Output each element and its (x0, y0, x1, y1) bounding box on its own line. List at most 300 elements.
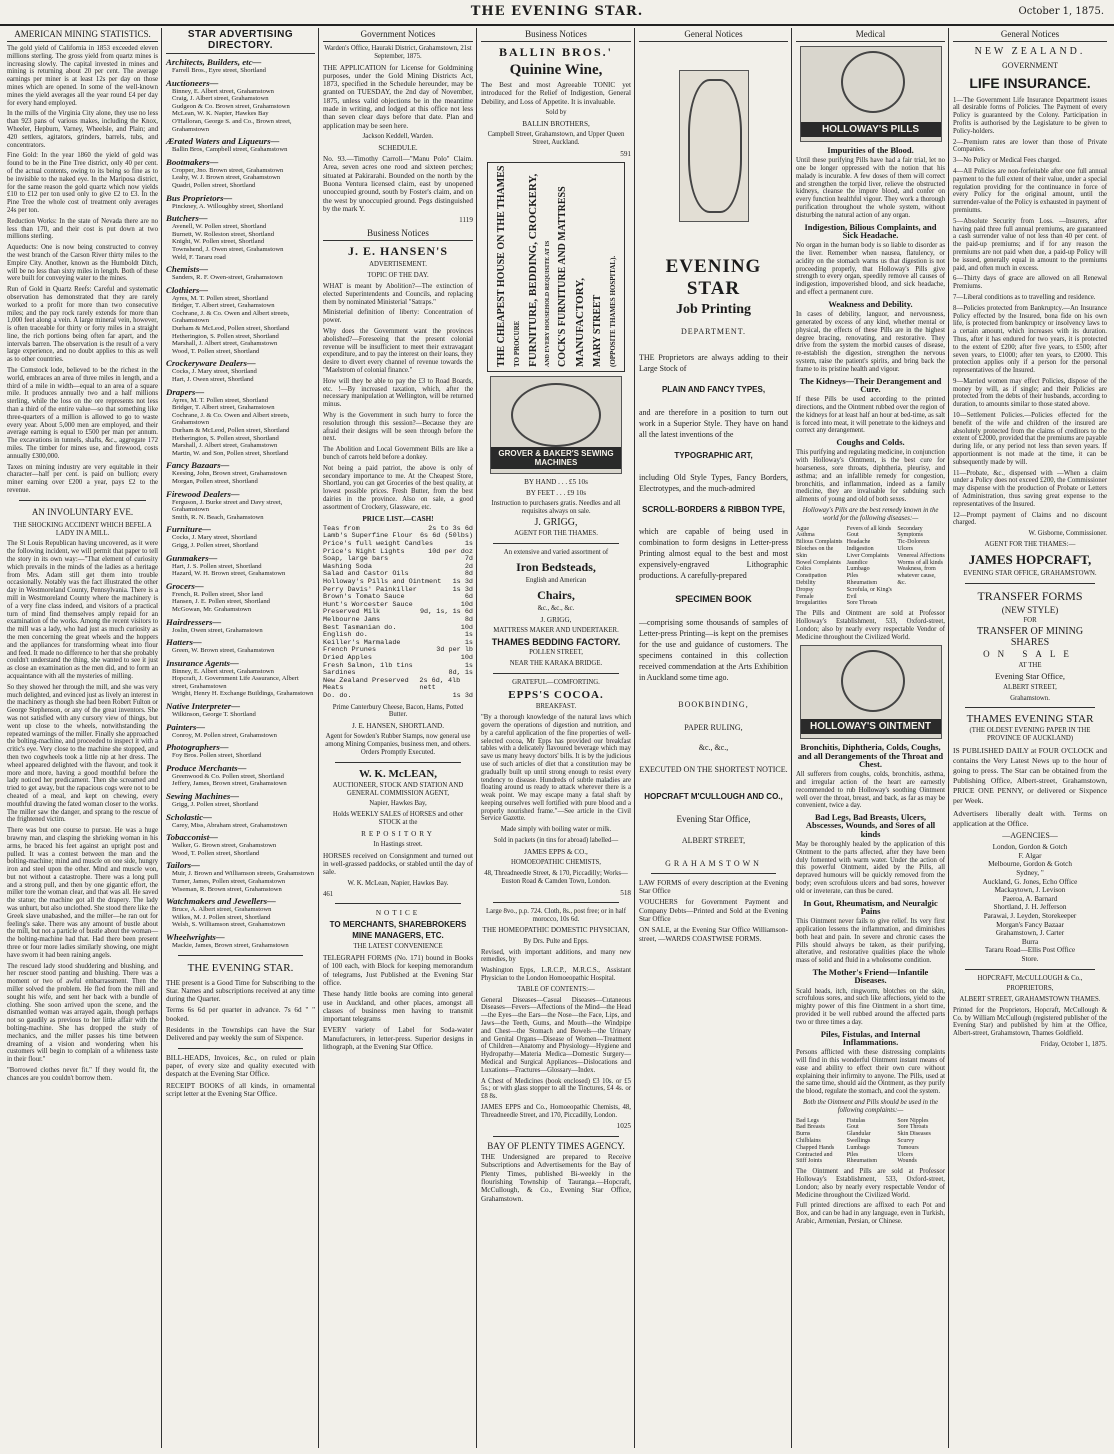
grigg-agent: AGENT FOR THE THAMES. (514, 530, 598, 538)
government: GOVERNMENT (1002, 61, 1058, 71)
agent-entry: Burra (1021, 937, 1039, 946)
which-text: which are capable of being used in combination to form designs in Letter-press Printing almost equal to the best and most expensively-engraved Lithographic productions. A carefully-prepared (639, 527, 788, 581)
coughs-heading: Coughs and Colds. (836, 437, 905, 448)
grigg-name-2: J. GRIGG, (540, 615, 572, 624)
column-business-notices (478, 28, 635, 1448)
price-item: Holloway's Pills and Ointment (323, 578, 442, 586)
oldest-paper: (THE OLDEST EVENING PAPER IN THE PROVINCE OF AUCKLAND) (969, 727, 1091, 743)
insurance-item: 12—Prompt payment of Claims and no discount charged. (953, 511, 1107, 527)
price-value: 1s (464, 638, 473, 647)
price-value: 8d (464, 570, 473, 579)
directory-category: Gunmakers— (166, 552, 218, 563)
directory-entry: Bridger, T. Albert street, Grahamstown (172, 302, 275, 310)
divider (178, 1048, 303, 1049)
directions: Full printed directions are affixed to each Pot and Box, and can be had in any language, even in Turkish, Arabic, Armenian, Persian, or Chinese. (796, 1202, 945, 1225)
subscription-terms: Terms 6s 6d per quarter in advance. 7s 6d " " booked. (166, 1006, 315, 1023)
star-office: Evening Star Office, (995, 671, 1065, 682)
directory-category: Firewood Dealers— (166, 488, 240, 499)
agent-entry: Shortland, J. H. Jefferson (993, 903, 1067, 912)
directory-entry: Ballin Bros, Campbell street, Grahamstown (172, 146, 288, 154)
sold-at: The Pills and Ointment are sold at Professor Holloway's Establishment, 533, Oxford-street, London; also by nearly every respectable Vendor of Medicine throughout the Civilized World. (796, 610, 945, 641)
iron-bedsteads: Iron Bedsteads, (516, 559, 596, 574)
james-epps-number: 1025 (616, 1122, 631, 1131)
directory-entry: Cochrane, J. & Co. Owen and Albert streets, Grahamstown (172, 309, 290, 325)
cocks-furniture-ad (487, 162, 625, 372)
directory-entry: Bruce, A. Albert street, Grahamstown (172, 906, 272, 914)
directory-entry: Wilkinson, George T. Shortland (172, 711, 256, 719)
commissioner: W. Gisborne, Commissioner. (1028, 530, 1107, 538)
article-body-2 (7, 540, 158, 1082)
directory-category: Architects, Builders, etc— (166, 57, 262, 67)
friday-date: Friday, October 1, 1875. (1040, 1041, 1107, 1049)
price-value: 7d (464, 555, 473, 564)
impurities-text: Until these purifying Pills have had a fair trial, let no one be longer oppressed with the notion that his malady is incurable. A few doses of them will correct and strengthen the torpid liver, relieve the obstructed kidneys, cleanse the impure blood, and confer on every function healthful vigour. They work a thorough purification throughout the whole system, without disturbing the natural action of any organ. (796, 157, 945, 219)
homeopathic-physician: THE HOMEOPATHIC DOMESTIC PHYSICIAN, (482, 926, 630, 935)
directory-category: Scholastic— (166, 811, 212, 822)
grigg-name: J. GRIGG, (534, 517, 578, 529)
sewing-machines-label: GROVER & BAKER'S SEWING MACHINES (491, 447, 621, 469)
directory-entry: Pinckney, A. Willoughby street, Shortland (172, 202, 284, 210)
directory-entry: Hart, J. S. Pollen street, Shortland (172, 562, 262, 570)
directory-entry: Morgan, Pollen street, Shortland (172, 477, 258, 485)
section-heading: Business Notices (481, 28, 631, 42)
executed-notice: EXECUTED ON THE SHORTEST NOTICE. (639, 765, 788, 775)
ailment-item: Wounds (897, 1158, 917, 1165)
directory-entry: Hansen, J. E. Pollen street, Shortland (172, 598, 270, 606)
paragraph: Fine Gold: In the year 1860 the yield of gold was found to be in the Pine Tree district, only 40 per cent. of the actual contents, owing to its being so fine as to be invisible to the naked eye. In the Mariposa district, for the same reason the gold quartz which now yields £10 to £12 per ton used only to give £2 to £3. In the Pine Tree the whole cost of treatment only averages 24s per ton. (7, 152, 158, 214)
divider (965, 707, 1095, 708)
paragraph: How will they be able to pay the £3 to Road Boards, etc. !—By increased taxation, which, after the necessary manipulation at Wellington, will be returned minus. (323, 377, 473, 409)
directory-entry: Farrell Bros., Eyre street, Shortland (172, 67, 266, 74)
james-hopcraft: JAMES HOPCRAFT, (968, 551, 1092, 567)
divider (493, 1136, 619, 1137)
english-american: English and American (525, 576, 587, 584)
paragraph: Taxes on mining industry are very equitable in their character—half per cent. is paid on bullion; every miner earning over £200 a year, pays £2 to the revenue. (7, 463, 158, 495)
price-item: Preserved Milk (323, 608, 381, 617)
paragraph: Run of Gold in Quartz Reefs: Careful and systematic observation has demonstrated that they are rarely worked to a profit for more than two consecutive miles; and the pay rock rarely extends for more than 1,000 feet along a vein. A large mineral vein, however, is often traceable for thirty or forty miles in a straight line, the rich portions being often far apart, and the intervals barren. The observation is the result of a very large experience, and no doubt applies to this as well as to other countries. (7, 286, 158, 364)
price-item: Melbourne Jams (323, 615, 381, 624)
vertical-ad-line: THE CHEAPEST HOUSE ON THE THAMES (495, 165, 507, 367)
hastings-street: In Hastings street. (373, 841, 423, 849)
on-sale-forms: ON SALE, at the Evening Star Office Williamson-street, —WARDS COASTWISE FORMS. (639, 926, 788, 943)
directory-entry: Wilkes, M. J. Pollen street, Shortland (172, 913, 271, 921)
insurance-items (953, 97, 1107, 528)
instruction-line: Instruction to purchasers gratis. Needles and all requisites always on sale. (491, 500, 621, 516)
price-value: 6s 6d (50lbs) (419, 532, 473, 541)
ailment-item: Ulcers (897, 1151, 913, 1158)
directory-entry: Foy Bros. Pollen street, Shortland (172, 752, 262, 760)
directory-entry: Welsh, S. Williamson street, Grahamstown (172, 921, 286, 929)
paragraph: The St Louis Republican having uncovered, as it were the following incident, we will permit that paper to tell the story in its own way:—"That element of curiosity which prevails in the minds of the ladies as a heritage from Mrs. Adam still get them into trouble occasionally. Notably was the fact illustrated the other day in Westmoreland County, Pennsylvania. There is a mill in Westmoreland County where the machinery is of a very fine class indeed, and visitors of a practical turn of mind find themselves amply repaid for an examination of the works. Among the recent visitors to the mill was a lady, who had just as much curiosity as the men concerning the great wheels and the hoppers and the appliances for transforming wheat into flour and feed. It made no difference to her that she probably couldn't understand the thing, she wanted to see it just as close an examination as the men did, and to form an acquaintance with all the mysteries of milling. (7, 540, 158, 680)
directory-category: Tobacconist— (166, 832, 218, 843)
ailment-item: Contracted and Stiff Joints (796, 1151, 833, 1165)
epps-number: 518 (620, 888, 631, 897)
ailment-item: Sore Throats (846, 600, 878, 607)
impurities-heading: Impurities of the Blood. (827, 145, 914, 155)
price-item: Fresh Salmon, 1lb tins (323, 661, 413, 670)
contents-title: TABLE OF CONTENTS:— (517, 985, 595, 993)
handy-books: These handy little books are coming into general use in Auckland, and other places, amongst all classes of business men having to transmit important telegrams (323, 990, 473, 1024)
directory-entry: Townshend, J. Owen street, Grahamstown (172, 245, 284, 253)
price-value: 10d per doz (428, 547, 473, 556)
directory-entry: Marshall, J. Albert street, Grahamstown (172, 340, 278, 348)
section-heading-2: Business Notices (323, 227, 473, 241)
published-notice: IS PUBLISHED DAILY at FOUR O'CLOCK and contains the Very Latest News up to the hour of going to press. The Star can be obtained from the Publishing Office, Albert-street, Grahamstown, PRICE ONE PENNY, or delivered or Sixpence per Week. (953, 745, 1107, 805)
column-life-insurance (950, 28, 1110, 1448)
price-value: 8d, 1s (448, 669, 473, 678)
agent-thames: AGENT FOR THE THAMES:— (984, 541, 1076, 549)
evening-star-office: EVENING STAR OFFICE, GRAHAMSTOWN. (963, 569, 1097, 577)
directory-entry: Jeffery, James, Brown street, Grahamstown (172, 780, 287, 788)
divider (493, 673, 619, 674)
directory-entry: Bridger, T. Albert street, Grahamstown (172, 404, 275, 412)
article-heading: AMERICAN MINING STATISTICS. (7, 28, 158, 42)
paragraph: Aqueducts: One is now being constructed to convey the west branch of the Carson River thirty miles to the Empire City. Another, known as the Humboldt Ditch, will be no less than sixty miles in length. Both of these were built for conveying water to the mines. (7, 244, 158, 283)
ailment-item: Rheumatism (846, 579, 877, 586)
insurance-item: 7—Liberal conditions as to travelling and residence. (953, 293, 1096, 301)
emblem-illustration (679, 70, 749, 222)
directory-entry: Hazard, W. H. Brown street, Grahamstown (172, 570, 286, 578)
vertical-ad-line: COCK'S FURNITURE AND MATTRESS (556, 186, 568, 367)
quinine-wine: Quinine Wine, (509, 62, 603, 78)
epps-cocoa: EPPS'S COCOA. (508, 689, 604, 702)
divider (965, 969, 1095, 970)
section-heading: Medical (796, 28, 945, 42)
section-heading: Government Notices (323, 28, 473, 42)
column-government-notices (320, 28, 477, 1448)
divider (178, 955, 303, 956)
billheads-notice: BILL-HEADS, Invoices, &c., on ruled or plain paper, of every size and quality executed with despatch at the Evening Star Office. (166, 1053, 315, 1079)
star-heading: THE EVENING STAR. (187, 961, 294, 974)
ailment-item: Glandular Swellings (846, 1131, 871, 1144)
insurance-item: 11—Probate, &c., dispensed with —When a claim under a Policy does not exceed £200, the Commissioner may dispense with the production of Probate or Letters of Administration, thus saving great expense to the representatives of the Insured. (953, 469, 1107, 508)
price-by-feet: BY FEET . . . £9 10s (525, 489, 587, 498)
price-value: 2s to 3s 6d (428, 524, 473, 533)
agent-entry: Sydney, " (1016, 868, 1044, 877)
section-heading: General Notices (639, 28, 788, 42)
column-job-printing (636, 28, 792, 1448)
ailment-item: Weakness, from whatever cause, &c. (897, 566, 936, 586)
chairs: Chairs, (537, 587, 575, 602)
paragraph: WHAT is meant by Abolition?—The extinction of elected Superintendents and Councils, and replacing them by nominated Ministerial "Satraps." (323, 283, 473, 306)
thames-evening-star: THAMES EVENING STAR (966, 713, 1094, 726)
directory-category: Painters— (166, 721, 206, 732)
price-item: Salad and Castor Oils (323, 570, 409, 579)
hansen-subtitle: ADVERTISEMENT. (369, 261, 427, 269)
directory-entry: French, R. Pollen street, Shor land (172, 590, 263, 598)
directory-entry: Marshall, J. Albert street, Grahamstown (172, 442, 278, 450)
article-body (7, 45, 158, 495)
directory-entry: Turner, James, Pollen street, Grahamstown (172, 878, 286, 885)
grateful-comforting: GRATEFUL—COMFORTING. (512, 678, 600, 686)
insurance-item: 6—Thirty days of grace are allowed on all Renewal Premiums. (953, 275, 1107, 291)
ailment-item: Bowel Complaints (796, 559, 841, 566)
directory-category: Furniture— (166, 524, 211, 535)
column-medical (793, 28, 949, 1448)
thames-bedding-factory: THAMES BEDDING FACTORY. (491, 636, 621, 647)
agent-entry: Melbourne, Gordon & Gotch (988, 860, 1072, 869)
mclean-subtitle: AUCTIONEER, STOCK AND STATION AND GENERAL COMMISSION AGENT, (332, 781, 464, 797)
position-text: and are therefore in a position to turn out work in a Superior Style. They have on hand all the latest inventions of the (639, 407, 788, 439)
directory-entry: Ayres, M. T. Pollen street, Shortland (172, 396, 269, 404)
both-line: Both the Ointment and Pills should be used in the following complaints:— (803, 1098, 938, 1114)
price-item: Price's Night Lights (323, 547, 405, 556)
paragraph: Why does the Government want the provinces abolished?—Foreseeing that the present colonial revenue will be insufficient to meet their extravagant expenditure, and to pay the interest on their loans, they desire to divert every channel of revenue towards the "Maelstrom of colonial finance." (323, 328, 473, 374)
ailments-list-2 (796, 1118, 945, 1166)
ailment-item: Sore Nipples (897, 1117, 929, 1124)
directory-entry: Muir, J. Brown and Williamson streets, Grahamstown (172, 870, 315, 878)
directory-category: Fancy Bazaars— (166, 460, 230, 471)
latest-convenience: THE LATEST CONVENIENCE (353, 943, 443, 951)
karaka-bridge: NEAR THE KARAKA BRIDGE. (509, 659, 603, 667)
divider (335, 903, 461, 904)
pollen-street: POLLEN STREET, (529, 648, 583, 656)
newspaper-title: THE EVENING STAR. (470, 4, 644, 19)
price-item: Do. do. (323, 691, 352, 700)
agent-entry: F. Algar (1018, 851, 1042, 860)
vertical-ad-line: MANUFACTORY, (573, 277, 586, 367)
directory-entry: Quadri, Pollen street, Shortland (172, 181, 256, 189)
price-item: Lamb's Superfine Flour (323, 532, 413, 541)
albert-street: ALBERT STREET, (1003, 683, 1057, 691)
oval-frame (511, 383, 601, 447)
price-item: Hunt's Worcester Sauce (323, 600, 413, 609)
ailment-item: Indigestion (846, 545, 874, 552)
directory-entry: Mackie, James, Brown street, Grahamstown (172, 941, 289, 949)
directory-category: Hairdressers— (166, 616, 222, 627)
price-item: Teas from (323, 524, 360, 533)
ballin-address: Campbell Street, Grahamstown, and Upper Queen Street, Auckland. (487, 130, 625, 146)
article-subheading: THE SHOCKING ACCIDENT WHICH BEFEL A LADY IN A MILL. (13, 521, 152, 537)
directory-category: Crockeryware Dealers— (166, 358, 256, 369)
ailment-item: Venereal Affections (897, 552, 945, 559)
merchants-line: TO MERCHANTS, SHAREBROKERS (329, 919, 467, 929)
ailment-item: Bilious Complaints (796, 539, 843, 546)
price-list-title: PRICE LIST.—CASH! (362, 514, 434, 523)
vertical-ad-line: TO PROCURE (512, 320, 521, 367)
ailment-item: Tic-Doloreux (897, 539, 930, 546)
price-item: English do. (323, 631, 368, 640)
masthead (0, 0, 1114, 26)
paragraph: The rescued lady stood shuddering and blushing, and her rescuer stood panting and blushing. There was a moment or two of awful embarrassment. Then the miller solved the problem. He fled from the mill and sought his wife, and sent her back with a bundle of clothing. She soon arrived upon the scene, and the dismantled woman was arrayed again, though perhaps not so gaudily as previous to her little affair with the bolting-machine. She has dropped the study of mechanics, and the miller passes his time between dreaming of a vision and wondering when his customers will begin to complain of a whiteness taste in their flour." (7, 962, 158, 1064)
directory-category: Native Interpreter— (166, 701, 241, 712)
agent-entry: Mackaytown, J. Levison (994, 886, 1066, 895)
james-epps-2: JAMES EPPS and Co., Homoeopathic Chemists, 48, Threadneedle Street, and 170, Piccadilly, London. (481, 1103, 631, 1119)
warden-location: Warden's Office, Hauraki District, Grahamstown, 21st September, 1875. (324, 45, 472, 60)
paragraph: "Borrowed clothes never fit." If they would fit, the chances are you couldn't borrow them. (7, 1067, 158, 1082)
weakness-text: In cases of debility, languor, and nervousness, generated by excess of any kind, whether mental or physical, the effects of these Pills are in the highest degree bracing, renovating, and restorative. They drive from the system the morbid causes of disease, re-establish the digestion, strengthen the nervous system, raise the patient's spirits, and bring back the frame to its pristine health and vigour. (796, 311, 945, 373)
insurance-item: 4—All Policies are non-forfeitable after one full annual payment to the full extent of their value, under a special regulation providing for the continuance in force of every Policy for the original amount, until the surrender-value of the Policy is exhausted in payment of premiums. (953, 167, 1107, 214)
notice-title: NOTICE (375, 909, 421, 918)
printed-for: Printed for the Proprietors, Hopcraft, McCullough & Co. by William McCullough (registered publisher of the Evening Star) and published by him at the Office, Albert-street, Grahamstown, Thames Goldfield. (953, 1006, 1107, 1038)
typographic-art: TYPOGRAPHIC ART, (674, 450, 753, 460)
agent-entry: Tararu Road—Ellis Post Office (984, 946, 1076, 955)
directory-entry: Walker, G. Brown street, Grahamstown (172, 842, 277, 850)
ointment-label: HOLLOWAY'S OINTMENT (801, 719, 941, 734)
directory-entry: Hetherington, S. Pollen street, Shortland (172, 332, 279, 340)
insurance-item: 8—Policies protected from Bankruptcy.—An Insurance Policy effected by the Insured, bona fide on his own life, is protected from bankruptcy or insolvency laws to a certain amount, which increases with its duration. Thus, after it has endured for two years, it is protected to the extent of £200; after five years, to £500; after seven years, to £1000; after ten years, to £2000. This protection applies only if a person for the personal representatives of the Insured. (953, 304, 1107, 375)
ballin-number: 591 (620, 149, 631, 158)
scroll-borders: SCROLL-BORDERS & RIBBON TYPE, (642, 504, 785, 514)
directory-category: Hatters— (166, 637, 202, 648)
price-item: Keiller's Marmalade (323, 638, 401, 647)
paragraph: Not being a paid patriot, the above is only of secondary importance to me. At the Cheapest Store, Shortland, you can get Groceries of the best quality, at lowest possible prices. Fresh Butter, from the best dairies in the province. Also on sale, a good assortment of Crockery, Glassware, etc. (323, 464, 473, 511)
contents-list: General Diseases—Casual Diseases—Cutaneous Diseases—Fevers—Affections of the Mind—the Head—the Eyes—the Ears—the Nose—the Face, Lips, and Jaws—the Teeth, Gums, and Mouth—the Windpipe and Chest—the Stomach and Bowels—the Urinary and Genital Organs—Disease of Women—Treatment of Children—Anatomy and Physiology—Hygiene and Hydropathy—Materia Medica—Domestic Surgery—Medical and Surgical Appliances—Dislocations and Luxations—Fractures—Glossary—Index. (481, 996, 631, 1074)
ailment-item: Ulcers (897, 545, 913, 552)
price-value: 10d (460, 623, 473, 632)
agent-entry: Parawai, J. Leyden, Storekeeper (983, 911, 1077, 920)
ailment-item: Fistulas (846, 1117, 866, 1124)
mclean-title: W. K. McLEAN, (358, 767, 438, 780)
price-item: Perry Davis' Painkiller (323, 585, 417, 594)
article-heading-2: AN INVOLUNTARY EVE. (31, 506, 134, 517)
price-value: 1s 3d (452, 691, 473, 700)
directory-entry: Green, W. Brown street, Grahamstown (172, 647, 275, 655)
grahamstown: Grahamstown. (1010, 694, 1050, 702)
etc-line: &c., &c., (698, 743, 729, 753)
emblem-frame (841, 650, 905, 712)
column-mining-statistics (4, 28, 162, 1448)
emblem-frame (688, 79, 742, 213)
directory-entry: McGowan, Mr. Grahamstown (172, 605, 252, 613)
plain-fancy-types: PLAIN AND FANCY TYPES, (661, 385, 766, 395)
topic-of-the-day: TOPIC OF THE DAY. (367, 272, 429, 280)
horses-notice: HORSES received on Consignment and turned out in well-grassed paddocks, or stabled until the day of sale. (323, 851, 473, 877)
ailment-item: Piles (846, 573, 859, 580)
new-style: (NEW STYLE) (1001, 604, 1059, 615)
directory-category: Insurance Agents— (166, 657, 239, 668)
ailment-item: Gout (846, 1124, 859, 1131)
directory-entry: Hopcraft, J. Government Life Assurance, Albert street, Grahamstown (172, 675, 299, 690)
directory-category: Tailors— (166, 860, 200, 871)
vertical-ad-line: FURNITURE, BEDDING, CROCKERY, (526, 173, 539, 367)
section-heading: General Notices (953, 28, 1107, 42)
directory-entry: Durham & McLeod, Pollen street, Shortland (172, 427, 290, 434)
directory-category: Auctioneers— (166, 77, 219, 88)
price-item: Brown's Tomato Sauce (323, 593, 405, 602)
ailment-item: Liver Complaints (846, 552, 889, 559)
cheese-line: Prime Canterbury Cheese, Bacon, Hams, Potted Butter. (332, 703, 464, 719)
sold-by: Sold by (545, 108, 567, 116)
price-item: New Zealand Preserved Meats (323, 676, 409, 693)
price-value: 8d (464, 615, 473, 624)
at-the: AT THE (1018, 661, 1042, 669)
directory-category: Wheelwrights— (166, 931, 225, 942)
pills-label: HOLLOWAY'S PILLS (801, 122, 941, 137)
paragraph: Reduction Works: In the state of Nevada there are no less than 170, and their cost is put down at two millions sterling. (7, 217, 158, 241)
homoeopathic-chemists: HOMOEOPATHIC CHEMISTS, (510, 859, 601, 867)
paper-ruling: PAPER RULING, (684, 722, 743, 732)
paragraph: There was but one course to pursue. He was a huge brawny man, and clasping the shrieking woman in his arms, he braced his feet against an upright post and pulled. It was a contest between the man and the bolting-machine; mind and muscle on one side, hungry iron and steel upon the other. Mind and muscle won, but not without a catastrophe. There was a long pull and a strong pull, and then by one gigantic effort, the miller tore the woman clear, and that was all. He saved the statue; the machine got all the drapery. The lady was unhurt, but also unclothed. She stood there like the Greek slave unabashed, and the miller—he ran out for feeling's sake. There was any amount of bustle about the mill, but not a particle of bustle about the woman—the bolting-machine had that. Had there been present three or four more ladies similarly showing, one might have sworn it had been raining angels. (7, 827, 158, 959)
paragraph: The Abolition and Local Government Bills are like a bunch of carrots held before a donkey. (323, 446, 473, 461)
directory-entry: Binney, E. Albert street, Grahamstown (172, 87, 274, 95)
price-value: 10d (460, 600, 473, 609)
directory-entry: Binney, E. Albert street, Grahamstown (172, 667, 274, 675)
directory-category: Bootmakers— (166, 156, 219, 167)
albert-street: ALBERT STREET, (681, 836, 746, 846)
ailment-item: Asthma (796, 532, 815, 539)
divider (335, 762, 461, 763)
directory-entry: Knight, W. Pollen street, Shortland (172, 238, 265, 246)
kidneys-heading: The Kidneys—Their Derangement and Cure. (799, 375, 942, 394)
emblem-frame (841, 51, 905, 113)
mclean-number: 461 (323, 890, 334, 898)
ailment-item: Worms of all kinds (897, 559, 943, 566)
directory-entry: Hetherington, S. Pollen street, Shortland (172, 434, 279, 442)
mother-text: Scald heads, itch, ringworm, blotches on the skin, scrofulous sores, and such like affections, yield to the mighty power of this fine Ointment in a short time, provided it be well rubbed around the affected parts two or three times a day. (796, 987, 945, 1026)
ailment-item: Blotches on the Skin (796, 545, 834, 559)
mattress-maker: MATTRESS MAKER AND UNDERTAKER. (493, 626, 619, 634)
holloways-ointment-illustration (800, 645, 942, 739)
price-item: Sardines (323, 669, 356, 678)
ailment-item: Secondary Symptoms (897, 525, 923, 539)
price-value: 1s (464, 661, 473, 670)
directory-entry: Durham & McLeod, Pollen street, Shortland (172, 325, 290, 333)
directory-entry: O'Halloran, George S. and Co., Brown street, Grahamstown (172, 117, 292, 133)
price-row (323, 678, 473, 693)
agent-entry: Paeroa, A. Barnard (1002, 894, 1058, 903)
best-remedy: Holloway's Pills are the best remedy known in the world for the following diseases:— (802, 506, 939, 522)
etc-line: &c., &c., &c. (537, 604, 575, 612)
directory-entry: Greenwood & Co. Pollen street, Shortland (172, 772, 284, 780)
directory-category: Watchmakers and Jewellers— (166, 896, 276, 907)
directory-entry: Sanders, R. F. Owen-street, Grahamstown (172, 274, 283, 282)
paragraph: The Comstock lode, believed to be the richest in the world, embraces an area of three miles in length, and a third of a mile in width—equal to an area of a square mile. It produces annually two and a half millions sterling, while the loss on the ore represents not less than a third of the entire value—so that something like three-quarters of a million is allowed to go to waste every year. About 5,000 men are employed, and their average earning is equal to £500 per man per annum. The excavations in tunnels, shafts, &c., aggregate 172 miles. The timber for mines use, and firewood, costs annually £300,000. (7, 367, 158, 460)
gout-heading: In Gout, Rheumatism, and Neuralgic Pains (803, 897, 938, 916)
made-simply: Made simply with boiling water or milk. (500, 826, 612, 834)
directory-entry: Avenell, W. Pollen street, Shortland (172, 223, 267, 231)
ailment-item: Lumbago (846, 1144, 870, 1151)
ailment-item: Chapped Hands (796, 1144, 835, 1151)
directory-category: Clothiers— (166, 284, 209, 295)
insurance-item: 3—No Policy or Medical Fees charged. (953, 157, 1061, 165)
vertical-ad-line: (OPPOSITE THAMES HOSPITAL). (608, 255, 617, 367)
directory-entry: Keesing, John, Brown street, Grahamstown (172, 470, 287, 478)
comprising-text: —comprising some thousands of samples of Letter-press Printing—is kept on the premises for the use and guidance of customers. The specimens contained in this collection received commendation at the Arts Exhibition in Auckland some time ago. (639, 618, 788, 683)
proprietors-address: ALBERT STREET, GRAHAMSTOWN THAMES. (959, 996, 1101, 1004)
paragraph: So they showed her through the mill, and she was very much delighted, and evinced just as lively an interest in the machinery as though she had been Robert Fulton or George Stephenson, or any of the great inventors. She was not satisfied with any cursory view of things, but went up close to the wheels, notwithstanding the repeated warnings of the miller. Finally she approached the bolting-machine, and proceeded to inspect it with a critic's eye. Very close to the machine she stopped, and then two cogwheels took a little nip at her dress. The wheel appeared delighted with the flavour, and took it more and more, having a good mouthful before the lady noticed her predicament. Then she screamed and tried to get away, but the rapacious cogs were not to be cheated of a meal, and kept on chewing, every mouthful drawing the fated woman closer to the works. The miller saw the danger, and sprang to the rescue of the frightened victim. (7, 683, 159, 824)
price-item: Washing Soda (323, 562, 372, 571)
ailment-item: Ague (796, 525, 809, 532)
warden-signature: Jackson Keddell, Warden. (362, 132, 434, 140)
medicine-chest: A Chest of Medicines (book enclosed) £3 10s. or £5 5s.; or with glass stopper to all the Tinctures, £4 4s. or £8 8s. (481, 1077, 631, 1101)
label-notice: EVERY variety of Label for Soda-water Manufacturers, in letter-press. Superior designs in lithograph, at the Evening Star Office. (323, 1026, 473, 1051)
proprietors-name: HOPCRAFT, McCULLOUGH & Co., (977, 974, 1083, 982)
price-value: 9d, 1s, 1s 6d (419, 608, 473, 617)
kidneys-text: If these Pills be used according to the printed directions, and the Ointment rubbed over the region of the kidneys for at least half an hour at bed-time, as salt is forced into meat, it will penetrate to the kidneys and correct any derangement. (796, 396, 945, 435)
schedule-text: No. 93.—Timothy Carroll—"Manu Polo" Claim. Area, seven acres one rood and sixteen perches; situated at Pakirarahi. Bounded on the north by the Buona Ventura licensed claim, east by unopened unoccupied ground, south by Foster's claim, and on the west by unoccupied ground. Pegs distinguished by the mark Y. (323, 155, 473, 213)
price-item: Soap, large bars (323, 555, 389, 564)
price-by-hand: BY HAND . . . £5 10s (524, 477, 588, 486)
price-row (323, 693, 473, 701)
directory-entry: Wood, T. Pollen street, Shortland (172, 849, 260, 857)
life-insurance: LIFE INSURANCE. (969, 74, 1091, 91)
james-epps: JAMES EPPS & CO., (524, 847, 588, 856)
holloways-pills-illustration (800, 46, 942, 142)
epps-address: 48, Threadneedle Street, & 170, Piccadilly; Works—Euston Road & Camden Town, London. (484, 869, 628, 885)
hansen-agent: Agent for Sowden's Rubber Stamps, now general use among Mining Companies, business men, and others. Orders Promptly Executed. (325, 733, 471, 756)
directory-heading: STAR ADVERTISING DIRECTORY. (166, 28, 315, 54)
insurance-item: 1—The Government Life Insurance Department issues all desirable forms of Policies. The Payment of every Policy is guaranteed by the Colony. Participation in Profits is authorised by the Legislature to be given to Policy-holders. (953, 96, 1107, 135)
department: DEPARTMENT. (681, 327, 746, 336)
bay-of-plenty-notice: THE Undersigned are prepared to Receive Subscriptions and Advertisements for the Bay of Plenty Times, published Bi-weekly in the flourishing Township of Tauranga.—Hopcraft, McCullough, & Co., Evening Star Office, Grahamstown. (481, 1153, 631, 1203)
ailment-item: Sore Throats (897, 1124, 929, 1131)
directory-entry: Weld, F. Tararu road (172, 253, 226, 261)
breakfast: BREAKFAST. (535, 703, 577, 711)
directory-category: Grocers— (166, 580, 204, 591)
paragraph: The gold yield of California in 1853 exceeded eleven millions sterling. The gross yield from quartz mines is increasing slowly. The capital invested in mines and mining is returning about 20 per cent. The average earnings per miner is at least 12s per day on those mines which are opened. In some of the well-known mines the yield averages all the year round £4 per day for every hand employed. (7, 45, 158, 107)
transfer-mining: TRANSFER OF MINING (976, 625, 1084, 637)
